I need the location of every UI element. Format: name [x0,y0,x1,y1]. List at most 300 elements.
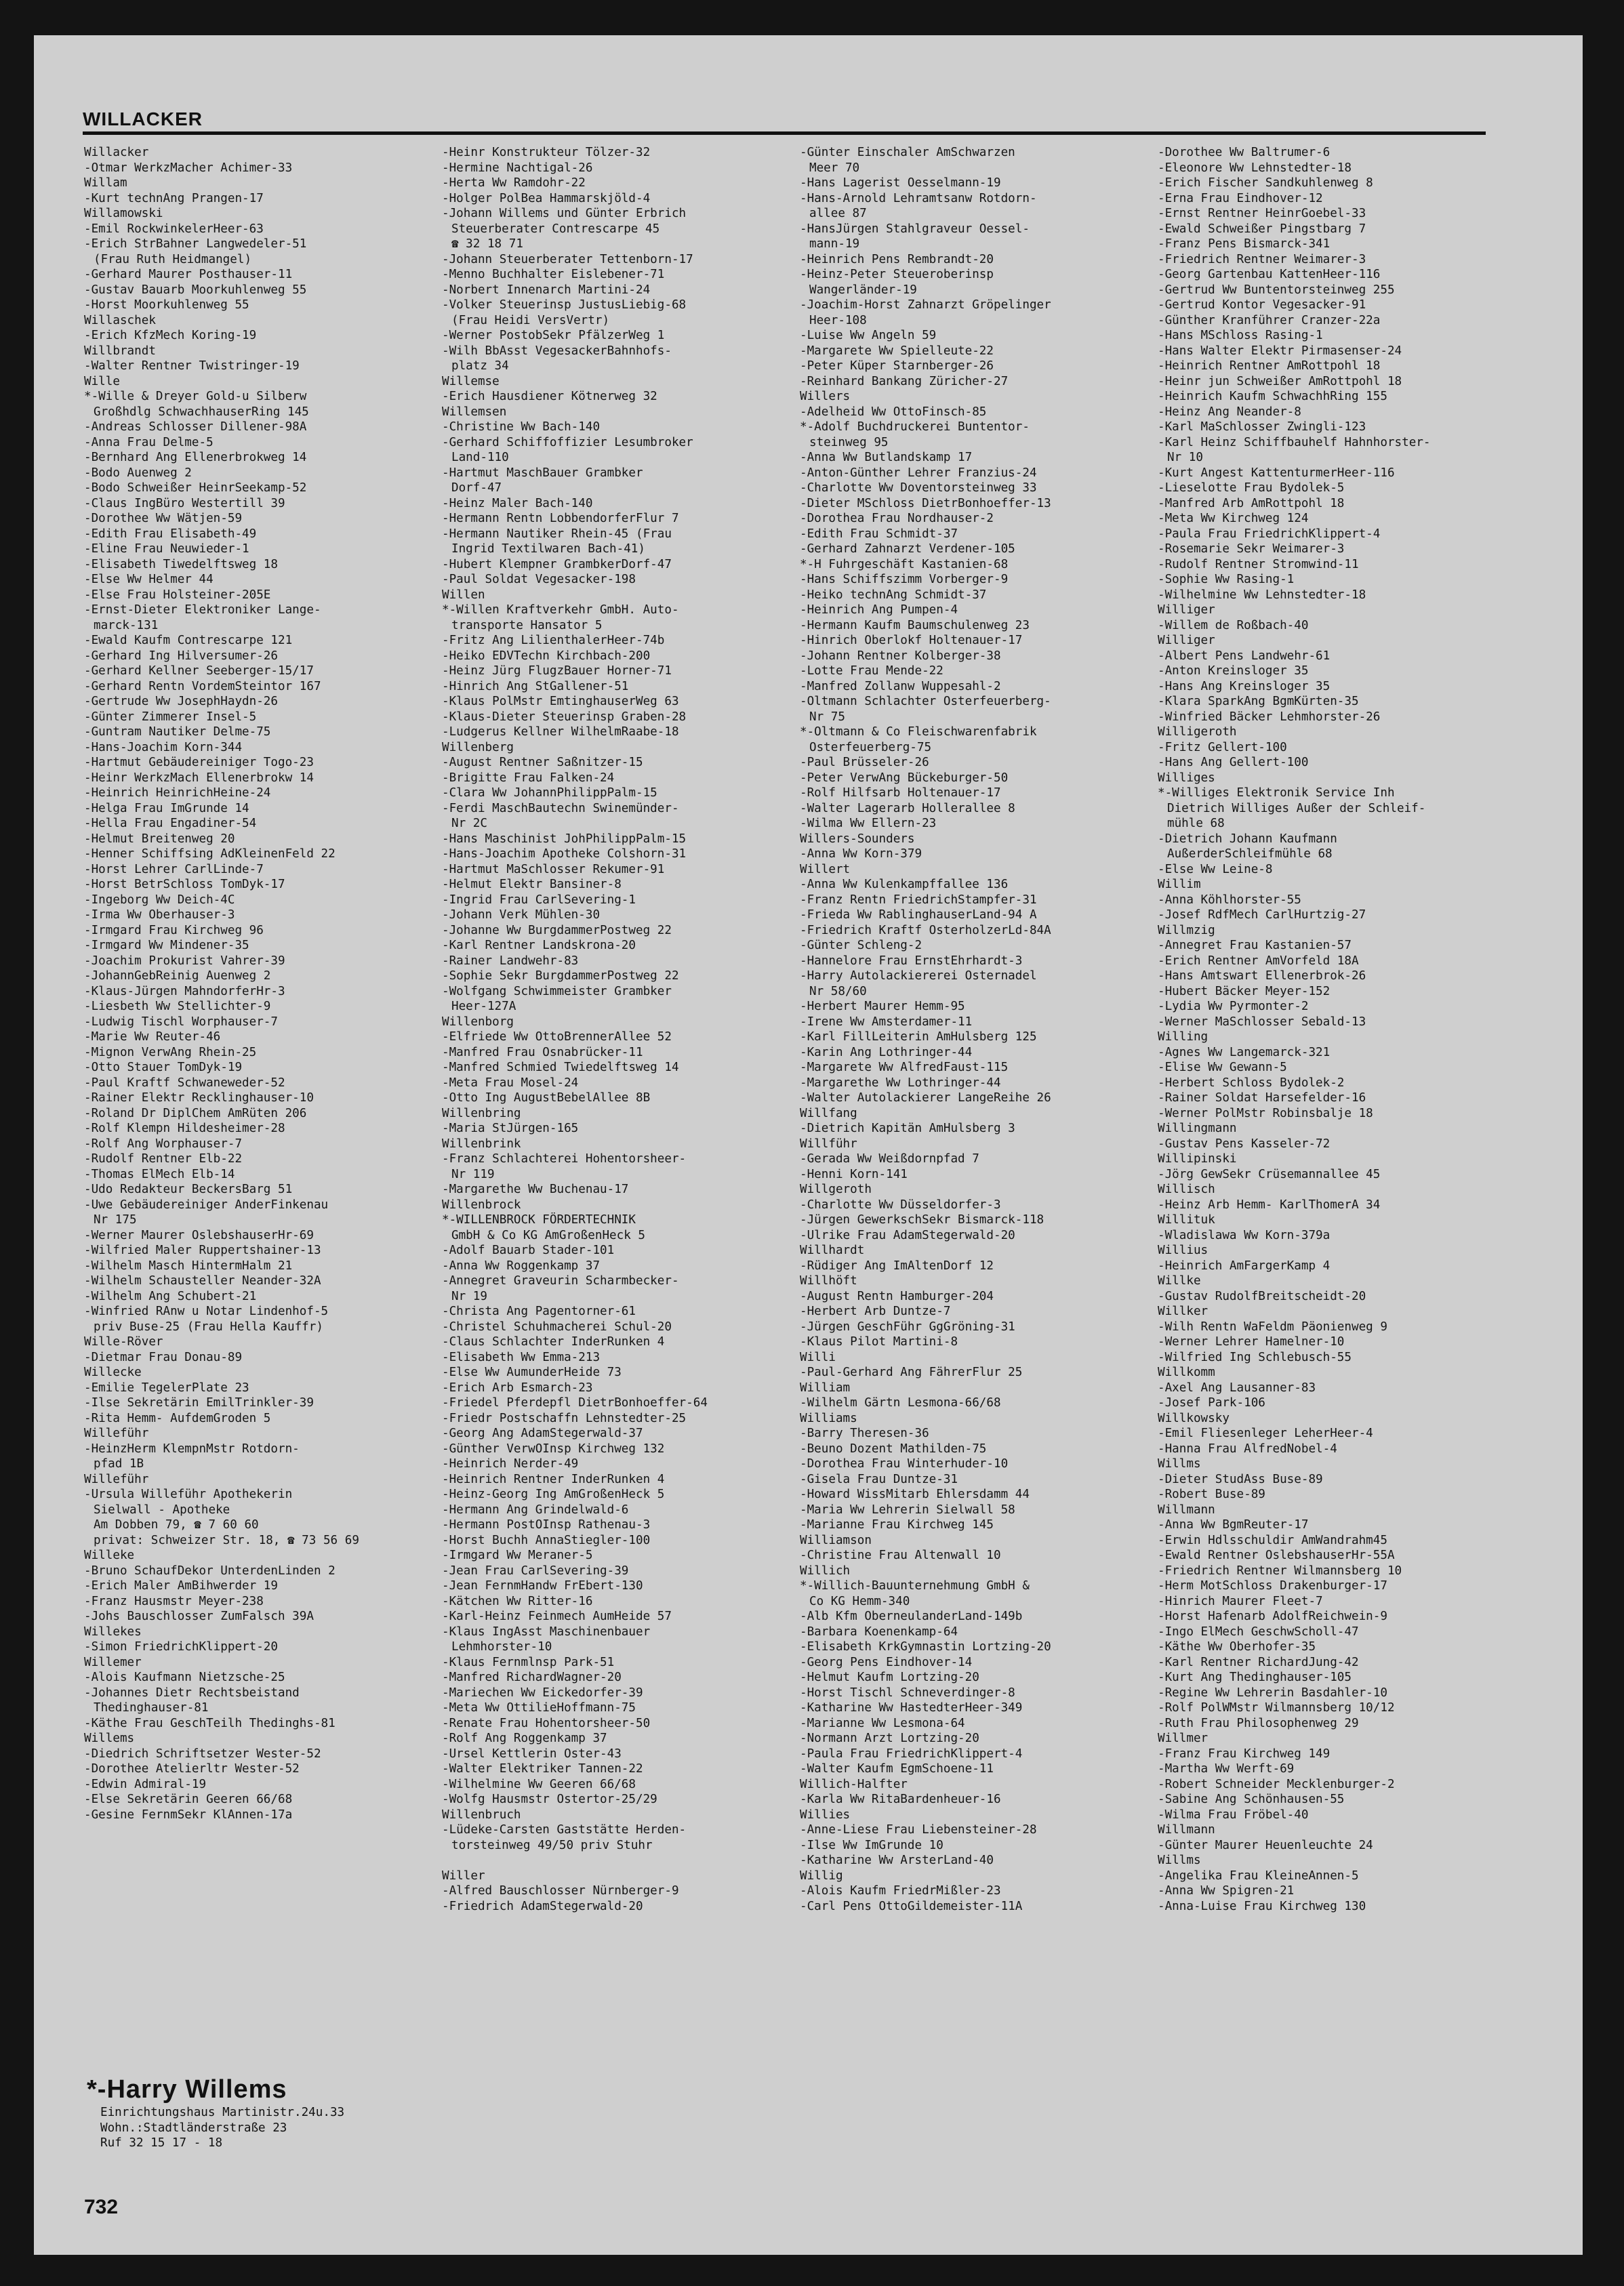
directory-entry: -Heinrich Rentner InderRunken 4 [442,1472,665,1486]
directory-entry: -Ingeborg Ww Deich-4C [84,893,235,907]
directory-entry: Nr 75 [809,710,845,724]
directory-entry: -Jean FernmHandw FrEbert-130 [442,1579,643,1593]
directory-entry: -Wladislawa Ww Korn-379a [1158,1228,1331,1242]
directory-entry: -Rudolf Rentner Elb-22 [84,1152,243,1166]
directory-entry: -Klaus IngAsst Maschinenbauer [442,1625,651,1639]
directory-entry: -Eline Frau Neuwieder-1 [84,542,249,556]
directory-entry: Willmer [1158,1732,1209,1745]
directory-entry: Wille [84,374,120,388]
directory-entry: *-Oltmann & Co Fleischwarenfabrik [800,725,1037,739]
directory-entry: Land-110 [451,451,509,464]
directory-entry: -Werner Maurer OslebshauserHr-69 [84,1228,314,1242]
directory-entry: *-Adolf Buchdruckerei Buntentor- [800,420,1030,434]
directory-entry: -Hans Amtswart Ellenerbrok-26 [1158,969,1366,983]
directory-entry: -Anton Kreinsloger 35 [1158,664,1309,678]
directory-entry: -Walter Autolackierer LangeReihe 26 [800,1091,1051,1105]
directory-entry: -Karl MaSchlosser Zwingli-123 [1158,420,1366,434]
directory-entry: Willemse [442,374,500,388]
directory-entry: Heer-127A [451,1000,516,1013]
directory-entry: Co KG Hemm-340 [809,1594,910,1608]
directory-entry: -Erich Rentner AmVorfeld 18A [1158,954,1359,968]
directory-entry: Willems [84,1732,135,1745]
directory-entry: -Erwin Hdlsschuldir AmWandrahm45 [1158,1533,1387,1547]
directory-entry: -Dorothee Ww Wätjen-59 [84,512,243,525]
directory-entry: -Maria StJürgen-165 [442,1122,579,1135]
directory-entry: *-Williges Elektronik Service Inh [1158,786,1395,800]
directory-entry: -Anna Ww Butlandskamp 17 [800,451,973,464]
directory-entry: -Johann Rentner Kolberger-38 [800,649,1001,663]
directory-entry: -Frieda Ww RablinghauserLand-94 A [800,908,1037,922]
directory-entry: -Manfred Arb AmRottpohl 18 [1158,496,1345,510]
directory-entry: -Franz Rentn FriedrichStampfer-31 [800,893,1037,907]
directory-entry: -Horst Lehrer CarlLinde-7 [84,862,264,876]
directory-entry: -Margarete Ww AlfredFaust-115 [800,1061,1009,1074]
directory-entry: -Karin Ang Lothringer-44 [800,1045,973,1059]
directory-entry: -Sabine Ang Schönhausen-55 [1158,1793,1345,1806]
directory-entry: Willers [800,390,851,403]
directory-entry: -Hans Schiffszimm Vorberger-9 [800,573,1009,586]
directory-entry: -Kurt Ang Thedinghauser-105 [1158,1671,1352,1684]
directory-entry: -Ludgerus Kellner WilhelmRaabe-18 [442,725,679,739]
directory-entry: -Anton-Günther Lehrer Franzius-24 [800,466,1037,480]
directory-entry: -Holger PolBea Hammarskjöld-4 [442,191,651,205]
directory-entry: -August Rentn Hamburger-204 [800,1289,994,1303]
directory-entry: -Rainer Landwehr-83 [442,954,579,968]
directory-entry: -Karl Heinz Schiffbauhelf Hahnhorster- [1158,435,1431,449]
directory-entry: Williamson [800,1533,872,1547]
directory-entry: -Hans-Joachim Apotheke Colshorn-31 [442,847,687,861]
directory-entry: -Meta Ww Kirchweg 124 [1158,512,1309,525]
directory-entry: Willen [442,588,485,602]
column-2 [442,145,781,1914]
directory-entry: -Henni Korn-141 [800,1167,908,1181]
directory-entry: -Johann Verk Mühlen-30 [442,908,601,922]
directory-entry: -Christine Ww Bach-140 [442,420,601,434]
directory-entry: -Peter VerwAng Bückeburger-50 [800,771,1009,785]
directory-entry: -Hartmut MaschBauer Grambker [442,466,643,480]
directory-entry: Willms [1158,1457,1201,1471]
directory-entry: Nr 10 [1167,451,1203,464]
directory-entry: -Ilse Sekretärin EmilTrinkler-39 [84,1396,314,1410]
directory-entry: -Dietrich Johann Kaufmann [1158,832,1337,846]
directory-entry: -Johs Bauschlosser ZumFalsch 39A [84,1610,314,1623]
directory-entry: -Claus Schlachter InderRunken 4 [442,1335,665,1349]
directory-entry: -Wilh Rentn WaFeldm Päonienweg 9 [1158,1320,1387,1334]
directory-entry [442,1853,781,1869]
directory-entry: -Ewald Kaufm Contrescarpe 121 [84,634,293,647]
directory-entry: -Hinrich Ang StGallener-51 [442,679,629,693]
directory-entry: -Hartmut MaSchlosser Rekumer-91 [442,862,665,876]
directory-entry: Willers-Sounders [800,832,915,846]
directory-entry: -Simon FriedrichKlippert-20 [84,1640,278,1654]
directory-entry: -Gerhard Zahnarzt Verdener-105 [800,542,1015,556]
directory-entry: -Charlotte Ww Doventorsteinweg 33 [800,481,1037,495]
directory-entry: -Albert Pens Landwehr-61 [1158,649,1331,663]
directory-entry: -Friedrich Rentner Weimarer-3 [1158,252,1366,266]
directory-entry: Nr 119 [451,1167,495,1181]
directory-entry: Steuerberater Contrescarpe 45 [451,222,660,236]
directory-entry: *-Willen Kraftverkehr GmbH. Auto- [442,603,679,617]
directory-entry: Dietrich Williges Außer der Schleif- [1167,801,1426,815]
directory-entry: Willich [800,1564,851,1578]
directory-entry: -Kurt technAng Prangen-17 [84,191,264,205]
directory-entry: -Friedel Pferdepfl DietrBonhoeffer-64 [442,1396,708,1410]
directory-entry: -Heinz Jürg FlugzBauer Horner-71 [442,664,672,678]
directory-entry: -Ernst Rentner HeinrGoebel-33 [1158,207,1366,220]
directory-entry: -Meta Frau Mosel-24 [442,1076,579,1090]
directory-entry: Willmann [1158,1503,1215,1517]
directory-entry: -Marie Ww Reuter-46 [84,1030,221,1044]
directory-entry: -Werner Lehrer Hamelner-10 [1158,1335,1345,1349]
directory-entry: -Barry Theresen-36 [800,1427,929,1440]
directory-entry: Willkomm [1158,1366,1215,1379]
directory-entry: -Willem de Roßbach-40 [1158,618,1309,632]
directory-entry: -Rolf Ang Worphauser-7 [84,1137,243,1151]
directory-entry: -Hans Ang Kreinsloger 35 [1158,679,1331,693]
directory-entry: -Ursula Willeführ Apothekerin [84,1488,293,1501]
directory-entry: Willemsen [442,405,507,419]
directory-entry: -Klaus-Jürgen MahndorferHr-3 [84,984,285,998]
directory-entry: -Walter Rentner Twistringer-19 [84,359,300,373]
directory-entry: -Hans Ang Gellert-100 [1158,756,1309,769]
directory-entry: -Heinrich HeinrichHeine-24 [84,786,271,800]
directory-entry: -Paula Frau FriedrichKlippert-4 [800,1747,1023,1761]
directory-entry: -Lüdeke-Carsten Gaststätte Herden- [442,1823,687,1837]
directory-entry: Willhöft [800,1274,857,1288]
directory-entry: -Edwin Admiral-19 [84,1777,207,1791]
directory-entry: Williger [1158,634,1215,647]
directory-entry: Williams [800,1411,857,1425]
directory-entry: -Ingrid Frau CarlSevering-1 [442,893,636,907]
directory-entry: -Eleonore Ww Lehnstedter-18 [1158,161,1352,175]
directory-entry: Williger [1158,603,1215,617]
directory-entry: Willam [84,176,127,190]
directory-entry: -Oltmann Schlachter Osterfeuerberg- [800,695,1051,708]
directory-entry: -Peter Küper Starnberger-26 [800,359,994,373]
directory-entry: (Frau Ruth Heidmangel) [94,252,252,266]
directory-entry: Willführ [800,1137,857,1151]
directory-entry: -Anna Frau Delme-5 [84,435,214,449]
directory-entry: -Dietmar Frau Donau-89 [84,1350,243,1364]
directory-entry: -Adolf Bauarb Stader-101 [442,1244,615,1257]
directory-entry: -Erich Maler AmBihwerder 19 [84,1579,278,1593]
directory-entry: -Heiko technAng Schmidt-37 [800,588,987,602]
directory-entry: Nr 19 [451,1289,487,1303]
directory-entry: -Mignon VerwAng Rhein-25 [84,1045,257,1059]
directory-entry: -Kätchen Ww Ritter-16 [442,1594,593,1608]
directory-entry: -Wolfg Hausmstr Ostertor-25/29 [442,1793,657,1806]
directory-entry: -Axel Ang Lausanner-83 [1158,1381,1316,1395]
directory-entry: -Edith Frau Elisabeth-49 [84,527,257,541]
directory-entry: -Anne-Liese Frau Liebensteiner-28 [800,1823,1037,1837]
directory-entry: -Günter Einschaler AmSchwarzen [800,146,1015,159]
directory-entry: Willenbrock [442,1198,521,1212]
directory-entry: -Menno Buchhalter Eislebener-71 [442,268,665,281]
directory-entry: *-Willich-Bauunternehmung GmbH & [800,1579,1030,1593]
directory-entry: -Heinz Maler Bach-140 [442,496,593,510]
directory-entry: -Helmut Breitenweg 20 [84,832,235,846]
directory-entry: -Rudolf Rentner Stromwind-11 [1158,557,1359,571]
directory-entry: -Adelheid Ww OttoFinsch-85 [800,405,987,419]
directory-entry: -Heinr WerkzMach Ellenerbrokw 14 [84,771,314,785]
directory-entry: Willemer [84,1655,142,1669]
directory-entry: Willenborg [442,1015,514,1029]
directory-entry: -Winfried Bäcker Lehmhorster-26 [1158,710,1381,724]
directory-entry: -Heiko EDVTechn Kirchbach-200 [442,649,651,663]
directory-entry: -Wolfgang Schwimmeister Grambker [442,984,672,998]
directory-entry: -Herta Ww Ramdohr-22 [442,176,586,190]
directory-entry: -Klaus-Dieter Steuerinsp Graben-28 [442,710,687,724]
directory-entry: Willhardt [800,1244,865,1257]
directory-entry: -Dieter StudAss Buse-89 [1158,1472,1323,1486]
directory-entry: Dorf-47 [451,481,502,495]
directory-entry: -Anna Ww Kulenkampffallee 136 [800,878,1009,891]
directory-entry: -Anna Ww Roggenkamp 37 [442,1259,601,1273]
directory-entry: -Klara SparkAng BgmKürten-35 [1158,695,1359,708]
directory-entry: transporte Hansator 5 [451,618,603,632]
directory-entry: -Paula Frau FriedrichKlippert-4 [1158,527,1381,541]
directory-entry: -HeinzHerm KlempnMstr Rotdorn- [84,1442,300,1456]
directory-entry: Willisch [1158,1183,1215,1196]
directory-entry: -Johannes Dietr Rechtsbeistand [84,1686,300,1700]
directory-entry: -Erich StrBahner Langwedeler-51 [84,237,307,251]
directory-entry: -Margarethe Ww Lothringer-44 [800,1076,1001,1090]
directory-entry: -Walter Elektriker Tannen-22 [442,1762,643,1776]
directory-entry: -Herbert Schloss Bydolek-2 [1158,1076,1345,1090]
directory-entry: -Fritz Ang LilienthalerHeer-74b [442,634,665,647]
directory-entry: -Rolf PolWMstr Wilmannsberg 10/12 [1158,1701,1395,1715]
directory-entry: -Lotte Frau Mende-22 [800,664,943,678]
directory-entry: -Hartmut Gebäudereiniger Togo-23 [84,756,314,769]
directory-entry: -Wilhelmine Ww Geeren 66/68 [442,1777,636,1791]
directory-entry: Am Dobben 79, ☎ 7 60 60 [94,1518,259,1532]
directory-entry: GmbH & Co KG AmGroßenHeck 5 [451,1228,645,1242]
directory-entry: -Hermann Ang Grindelwald-6 [442,1503,629,1517]
directory-entry: -Paul Kraftf Schwaneweder-52 [84,1076,285,1090]
directory-entry: -Anna Ww Spigren-21 [1158,1884,1295,1898]
directory-entry: Heer-108 [809,313,867,327]
directory-entry: -Herbert Arb Duntze-7 [800,1305,951,1318]
directory-entry: -Normann Arzt Lortzing-20 [800,1732,979,1745]
directory-entry: -Günther Kranführer Cranzer-22a [1158,313,1381,327]
advert-line: Wohn.:Stadtländerstraße 23 [100,2121,287,2135]
directory-entry: allee 87 [809,207,867,220]
directory-entry: -Alois Kaufmann Nietzsche-25 [84,1671,285,1684]
directory-entry: Osterfeuerberg-75 [809,740,932,754]
directory-entry: -Angelika Frau KleineAnnen-5 [1158,1869,1359,1883]
directory-entry: -Wilma Frau Fröbel-40 [1158,1808,1309,1822]
directory-entry: -Diedrich Schriftsetzer Wester-52 [84,1747,321,1761]
directory-entry: Willig [800,1869,843,1883]
directory-entry: -Robert Buse-89 [1158,1488,1265,1501]
directory-entry: -Walter Kaufm EgmSchoene-11 [800,1762,994,1776]
directory-entry: -Irmgard Ww Meraner-5 [442,1549,593,1562]
directory-entry: -Gertrud Ww Buntentorsteinweg 255 [1158,283,1395,297]
directory-entry: Willituk [1158,1213,1215,1227]
directory-entry: Willer [442,1869,485,1883]
directory-entry: -Clara Ww JohannPhilippPalm-15 [442,786,657,800]
directory-entry: -Wilhelm Gärtn Lesmona-66/68 [800,1396,1001,1410]
directory-entry: -Rainer Soldat Harsefelder-16 [1158,1091,1366,1105]
directory-entry: Willenberg [442,740,514,754]
directory-entry: Willke [1158,1274,1201,1288]
directory-entry: -Rita Hemm- AufdemGroden 5 [84,1411,271,1425]
directory-entry: -Ruth Frau Philosophenweg 29 [1158,1716,1359,1730]
directory-entry: -Heinz Arb Hemm- KarlThomerA 34 [1158,1198,1381,1212]
directory-entry: -Howard WissMitarb Ehlersdamm 44 [800,1488,1030,1501]
directory-entry: -Hubert Klempner GrambkerDorf-47 [442,557,672,571]
directory-entry: -Friedrich Rentner Wilmannsberg 10 [1158,1564,1402,1578]
directory-entry: -Horst Buchh AnnaStiegler-100 [442,1533,651,1547]
directory-entry: -Dietrich Kapitän AmHulsberg 3 [800,1122,1015,1135]
directory-entry: Willich-Halfter [800,1777,908,1791]
directory-entry: -Erich KfzMech Koring-19 [84,329,257,342]
directory-entry: Willms [1158,1854,1201,1867]
directory-entry: -Agnes Ww Langemarck-321 [1158,1045,1331,1059]
directory-entry: -Friedrich Kraftf OsterholzerLd-84A [800,923,1051,937]
directory-entry: -Wilma Ww Ellern-23 [800,817,937,830]
directory-entry: *-H Fuhrgeschäft Kastanien-68 [800,557,1009,571]
directory-entry: -Gerhard Rentn VordemSteintor 167 [84,679,321,693]
directory-entry: -Else Ww Leine-8 [1158,862,1273,876]
directory-entry: -Hans Lagerist Oesselmann-19 [800,176,1001,190]
directory-entry: -Horst Moorkuhlenweg 55 [84,298,249,312]
directory-entry: -Alb Kfm OberneulanderLand-149b [800,1610,1023,1623]
directory-entry: -Franz Hausmstr Meyer-238 [84,1594,264,1608]
directory-entry: -Bodo Auenweg 2 [84,466,192,480]
directory-entry: -Heinrich AmFargerKamp 4 [1158,1259,1331,1273]
directory-entry: -Friedrich AdamStegerwald-20 [442,1899,643,1913]
directory-entry: -Ilse Ww ImGrunde 10 [800,1838,943,1852]
directory-entry: -Emilie TegelerPlate 23 [84,1381,249,1395]
directory-entry: -Uwe Gebäudereiniger AnderFinkenau [84,1198,329,1212]
directory-entry: -Margarethe Ww Buchenau-17 [442,1183,629,1196]
directory-entry: -Rolf Hilfsarb Holtenauer-17 [800,786,1001,800]
directory-entry: -Karl FillLeiterin AmHulsberg 125 [800,1030,1037,1044]
directory-entry: -Gerhard Ing Hilversumer-26 [84,649,278,663]
directory-entry: -Horst Hafenarb AdolfReichwein-9 [1158,1610,1387,1623]
directory-entry: Wangerländer-19 [809,283,917,297]
directory-entry: -Renate Frau Hohentorsheer-50 [442,1716,651,1730]
directory-entry: -Edith Frau Schmidt-37 [800,527,958,541]
directory-entry: -Gerhard Schiffoffizier Lesumbroker [442,435,693,449]
directory-entry: -Meta Ww OttilieHoffmann-75 [442,1701,636,1715]
directory-entry: -Günter Maurer Heuenleuchte 24 [1158,1838,1373,1852]
directory-entry: -Dorothee Ww Baltrumer-6 [1158,146,1331,159]
directory-entry: mann-19 [809,237,860,251]
directory-entry: -Erna Frau Eindhover-12 [1158,191,1323,205]
directory-entry: -Sophie Ww Rasing-1 [1158,573,1295,586]
directory-entry: -Paul-Gerhard Ang FährerFlur 25 [800,1366,1023,1379]
directory-entry: -Hans-Arnold Lehramtsanw Rotdorn- [800,191,1037,205]
directory-entry: -Erich Arb Esmarch-23 [442,1381,593,1395]
directory-entry: -Hannelore Frau ErnstEhrhardt-3 [800,954,1023,968]
directory-entry: -Heinrich Kaufm SchwachhRing 155 [1158,390,1387,403]
directory-entry: -Fritz Gellert-100 [1158,740,1287,754]
directory-entry: -Georg Gartenbau KattenHeer-116 [1158,268,1381,281]
directory-entry: -Bodo Schweißer HeinrSeekamp-52 [84,481,307,495]
directory-entry: -Norbert Innenarch Martini-24 [442,283,651,297]
directory-entry: -Erich Hausdiener Kötnerweg 32 [442,390,657,403]
directory-entry: -HansJürgen Stahlgraveur Oessel- [800,222,1030,236]
directory-entry: -Gisela Frau Duntze-31 [800,1472,958,1486]
directory-entry: -Thomas ElMech Elb-14 [84,1167,235,1181]
directory-entry: -Mariechen Ww Eickedorfer-39 [442,1686,643,1700]
directory-entry: -Else Ww Helmer 44 [84,573,214,586]
directory-entry: -Andreas Schlosser Dillener-98A [84,420,307,434]
directory-entry: -Marianne Ww Lesmona-64 [800,1716,965,1730]
directory-entry: -Karl Rentner RichardJung-42 [1158,1655,1359,1669]
directory-entry: -Werner MaSchlosser Sebald-13 [1158,1015,1366,1029]
directory-entry: Willert [800,862,851,876]
directory-entry: -Karl Rentner Landskrona-20 [442,939,636,952]
directory-entry: -Helga Frau ImGrunde 14 [84,801,249,815]
directory-entry: -Heinrich Ang Pumpen-4 [800,603,958,617]
directory-entry: -Lieselotte Frau Bydolek-5 [1158,481,1345,495]
directory-entry: -Hanna Frau AlfredNobel-4 [1158,1442,1337,1456]
directory-entry: -Regine Ww Lehrerin Basdahler-10 [1158,1686,1387,1700]
directory-entry: -Johann Willems und Günter Erbrich [442,207,687,220]
directory-entry: -Günter Schleng-2 [800,939,922,952]
directory-entry: -Dorothea Frau Winterhuder-10 [800,1457,1009,1471]
directory-entry: -Jürgen GewerkschSekr Bismarck-118 [800,1213,1044,1227]
directory-entry: -Johann Steuerberater Tettenborn-17 [442,252,693,266]
directory-entry: -Franz Schlachterei Hohentorsheer- [442,1152,687,1166]
directory-entry: Willim [1158,878,1201,891]
directory-entry: AußerderSchleifmühle 68 [1167,847,1333,861]
directory-entry: -Paul Brüsseler-26 [800,756,929,769]
directory-entry: -Ludwig Tischl Worphauser-7 [84,1015,278,1029]
directory-entry: *-Wille & Dreyer Gold-u Silberw [84,390,307,403]
column-1 [84,145,423,1914]
directory-entry: -Carl Pens OttoGildemeister-11A [800,1899,1023,1913]
directory-columns [84,145,1501,1914]
directory-entry: -Irmgard Frau Kirchweg 96 [84,923,264,937]
directory-entry: -Dorothee Atelierltr Wester-52 [84,1762,300,1776]
advert-name-text: Harry Willems [106,2075,287,2104]
directory-entry: Willeführ [84,1472,149,1486]
directory-entry: -Elise Ww Gewann-5 [1158,1061,1287,1074]
directory-entry: -Hans Maschinist JohPhilippPalm-15 [442,832,687,846]
directory-entry: -Gesine FernmSekr KlAnnen-17a [84,1808,293,1822]
directory-entry: -Alois Kaufm FriedrMißler-23 [800,1884,1001,1898]
advert-line: Einrichtungshaus Martinistr.24u.33 [100,2106,345,2119]
directory-entry: -Annegret Frau Kastanien-57 [1158,939,1352,952]
directory-entry: -Brigitte Frau Falken-24 [442,771,615,785]
directory-entry: -Hella Frau Engadiner-54 [84,817,257,830]
directory-entry: -Käthe Frau GeschTeilh Thedinghs-81 [84,1716,336,1730]
directory-entry: -Joachim-Horst Zahnarzt Gröpelinger [800,298,1051,312]
directory-entry: steinweg 95 [809,435,889,449]
directory-entry: torsteinweg 49/50 priv Stuhr [451,1838,653,1852]
directory-entry: -Udo Redakteur BeckersBarg 51 [84,1183,293,1196]
directory-entry: -Harry Autolackiererei Osternadel [800,969,1037,983]
directory-entry: Willacker [84,146,149,159]
directory-entry: -Erich Fischer Sandkuhlenweg 8 [1158,176,1373,190]
directory-entry: -Else Ww AumunderHeide 73 [442,1366,622,1379]
directory-entry: ☎ 32 18 71 [451,237,523,251]
directory-entry: platz 34 [451,359,509,373]
directory-entry: -Georg Pens Eindhover-14 [800,1655,973,1669]
directory-entry: Nr 2C [451,817,487,830]
directory-entry: -Beuno Dozent Mathilden-75 [800,1442,987,1456]
directory-entry: -Reinhard Bankang Züricher-27 [800,374,1009,388]
directory-entry: -Klaus Pilot Martini-8 [800,1335,958,1349]
directory-entry: -Werner PostobSekr PfälzerWeg 1 [442,329,665,342]
directory-entry: Thedinghauser-81 [94,1701,209,1715]
directory-entry: -Anna Köhlhorster-55 [1158,893,1301,907]
directory-entry: -Hermann PostOInsp Rathenau-3 [442,1518,651,1532]
